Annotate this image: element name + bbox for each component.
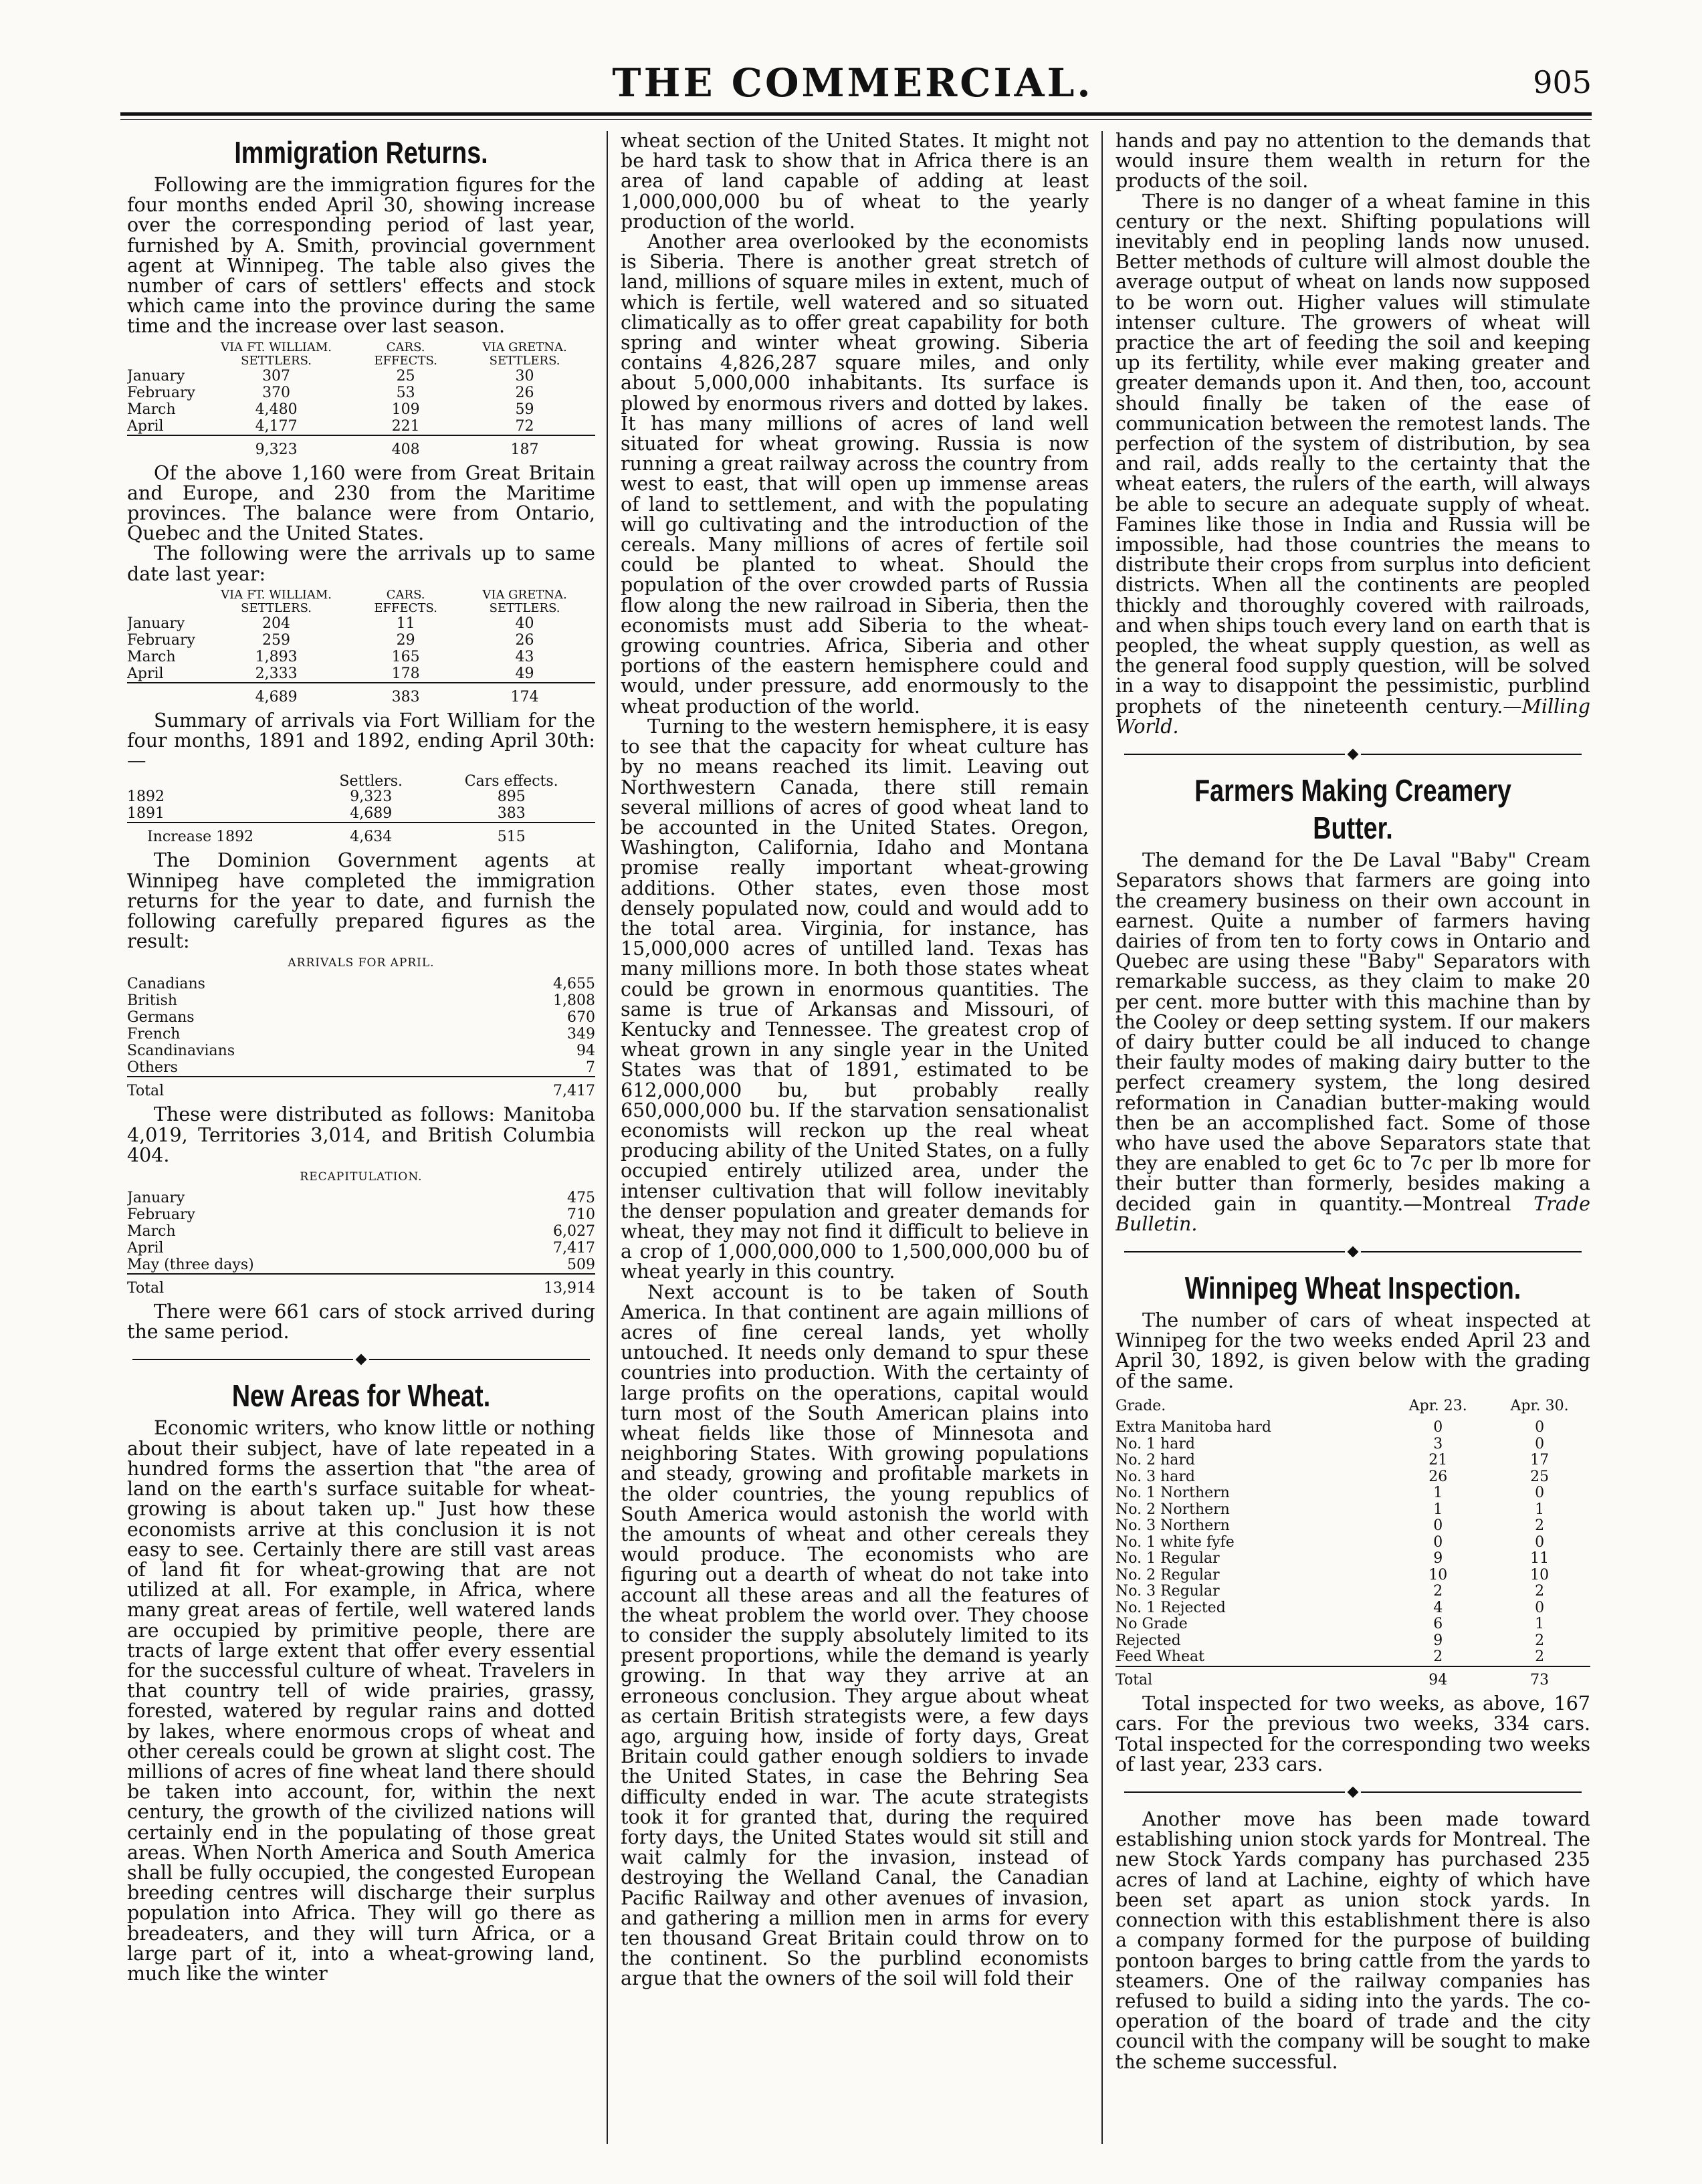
paragraph: The following were the arrivals up to same date last year: (127, 542, 595, 585)
paragraph: hands and pay no attention to the demands that would insure them wealth in return for the products of the soil. (1115, 131, 1590, 193)
section-ornament (1115, 1238, 1590, 1265)
section-ornament (127, 1346, 595, 1373)
column-1 (127, 131, 595, 2151)
column-header: VIA FT. WILLIAM. SETTLERS. (221, 340, 332, 368)
summary-table (127, 775, 595, 845)
table-row: No. 1 Regular 9 11 (1115, 1550, 1550, 1567)
column-3 (1115, 131, 1590, 2151)
table-total-row: 4,689 383 174 (255, 688, 539, 705)
table-row: April 2,333 178 49 (127, 665, 595, 683)
column-header: Apr. 23. (1408, 1397, 1467, 1414)
table-row: April 7,417 (127, 1240, 595, 1257)
table-row: March 4,480 109 59 (127, 401, 534, 418)
table-total-row: Increase 1892 4,634 515 (147, 829, 526, 846)
arrivals-april-table (127, 976, 595, 1099)
table-total-row: 9,323 408 187 (255, 441, 539, 458)
newspaper-title: THE COMMERCIAL. (612, 60, 1093, 106)
source-credit: Milling World. (1115, 695, 1590, 738)
paragraph: There were 661 cars of stock arrived during the same period. (127, 1301, 595, 1343)
table-row: March 6,027 (127, 1223, 595, 1240)
table-row: Feed Wheat 2 2 (1115, 1649, 1590, 1666)
headline-winnipeg-wheat-inspection: Winnipeg Wheat Inspection. (1184, 1270, 1521, 1305)
headline-immigration-returns: Immigration Returns. (234, 135, 488, 170)
paragraph: Following are the immigration figures for the four months ended April 30, showing increase over the corresponding period of last year, furnished by A. Smith, provincial government agent at Winnipeg. The table also gives the number of cars of settlers' effects and stock which came into the province during the same time and the increase over last season. (127, 174, 595, 338)
masthead (114, 53, 1592, 120)
recapitulation-table (127, 1190, 595, 1297)
paragraph: Another area overlooked by the economists is Siberia. There is another great stretch of land, millions of square miles in extent, much of which is fertile, well watered and so situated climatically as to offer great capability for both spring and winter wheat growing. Siberia contains 4,826,287 square miles, and only about 5,000,000 inhabitants. Its surface is plowed by enormous rivers and dotted by lakes. It has many millions of acres of land well situated for wheat growing. Russia is now running a great railway across the country from west to east, that will open up immense areas of land to settlement, and with the populating will go cultivating and the introduction of the cereals. Many millions of acres of fertile soil could be planted to wheat. Should the population of the over crowded parts of Russia flow along the new railroad in Siberia, then the economists must add Siberia to the wheat-growing countries. Africa, Siberia and other portions of the eastern hemisphere could and would, under pressure, add enormously to the wheat production of the world. (621, 231, 1089, 718)
table-row: No. 2 Regular 10 10 (1115, 1566, 1550, 1584)
column-header: CARS. EFFECTS. (374, 587, 437, 615)
column-2 (621, 131, 1089, 2151)
table-row: French 349 (127, 1026, 595, 1043)
table-total-row: Total 13,914 (127, 1280, 595, 1297)
table-row: No. 3 hard 26 25 (1115, 1468, 1550, 1485)
column-divider (607, 131, 608, 2144)
paragraph: Turning to the western hemisphere, it is easy to see that the capacity for wheat culture has by no means reached its limit. Leaving out Northwestern Canada, there still remain several millions of acres of good wheat land to be accounted in the United States. Oregon, Washington, California, Idaho and Montana promise really important wheat-growing additions. Other states, even those most densely populated now, could and would add to the total area. Virginia, for instance, has 15,000,000 acres of untilled land. Texas has many millions more. In both those states wheat could be grown in enormous quantities. The same is true of Arkansas and Missouri, of Kentucky and Tennessee. The greatest crop of wheat grown in any single year in the United States was that of 1891, estimated to be 612,000,000 bu, but probably really 650,000,000 bu. If the starvation sensationalist economists will reckon up the real wheat producing ability of the United States, on a fully occupied entirely utilized area, under the intenser cultivation that will follow inevitably the denser population and greater demands for wheat, they may not find it difficult to believe in a crop of 1,000,000,000 to 1,500,000,000 bu of wheat yearly in this country. (621, 715, 1089, 1283)
paragraph: The number of cars of wheat inspected at Winnipeg for the two weeks ended April 23 and April 30, 1892, is given below with the grading of the same. (1115, 1309, 1590, 1392)
table-caption: RECAPITULATION. (300, 1170, 423, 1184)
table-caption: ARRIVALS FOR APRIL. (288, 956, 435, 970)
paragraph: Summary of arrivals via Fort William for the four months, 1891 and 1892, ending April 30th:— (127, 709, 595, 772)
table-row: No. 3 Northern 0 2 (1115, 1517, 1545, 1535)
section-ornament (1115, 1779, 1590, 1806)
paragraph: The demand for the De Laval "Baby" Cream Separators shows that farmers are going into the creamery business on their own account in earnest. Quite a number of farmers having dairies of from ten to forty cows in Ontario and Quebec are using these "Baby" Separators with remarkable success, as they claim to make 20 per cent. more butter with this machine than by the Cooley or deep setting system. If our makers of dairy butter could be all induced to change their faulty modes of making dairy butter to the perfect creamery system, the long desired reformation in Canadian butter-making would then be an accomplished fact. Some of those who have used the above Separators state that they are enabled to get 6c to 7c per lb more for their butter than formerly, besides making a decided gain in quantity.—Montreal Trade Bulletin. (1115, 849, 1590, 1235)
table-row: Rejected 9 2 (1115, 1632, 1545, 1649)
table-row: No. 2 Northern 1 1 (1115, 1501, 1545, 1518)
table-row: British 1,808 (127, 992, 595, 1010)
column-header: VIA FT. WILLIAM. SETTLERS. (221, 587, 332, 615)
table-row: Scandinavians 94 (127, 1043, 595, 1060)
table-row: No. 1 Northern 1 0 (1115, 1485, 1545, 1502)
section-ornament (1115, 741, 1590, 768)
paragraph: Of the above 1,160 were from Great Britain and Europe, and 230 from the Maritime provinces. The balance were from Ontario, Quebec and the United States. (127, 461, 595, 545)
paragraph: Total inspected for two weeks, as above, 167 cars. For the previous two weeks, 334 cars. Total inspected for the corresponding two weeks of last year, 233 cars. (1115, 1692, 1590, 1775)
table-row: May (three days) 509 (127, 1257, 595, 1274)
table-row: No. 3 Regular 2 2 (1115, 1583, 1545, 1600)
table-row: No. 1 Rejected 4 0 (1115, 1599, 1545, 1616)
table-row: January 307 25 30 (127, 367, 534, 385)
headline-new-areas-for-wheat: New Areas for Wheat. (231, 1378, 491, 1414)
table-row: Germans 670 (127, 1009, 595, 1026)
table-row: No. 2 hard 21 17 (1115, 1452, 1550, 1469)
table-row: February 370 53 26 (127, 384, 534, 401)
table-row: February 710 (127, 1206, 595, 1224)
table-row: 1892 9,323 895 (127, 788, 526, 806)
paragraph: Economic writers, who know little or nothing about their subject, have of late repeated in a hundred forms the assertion that "the area of land on the earth's surface suitable for wheat-growing is about taken up." Just how these economists arrive at this conclusion it is not easy to see. Certainly there are still vast areas of land fit for wheat-growing that are not utilized at all. For example, in Africa, where many great areas of fertile, well watered lands are occupied by primitive people, there are tracts of large extent that offer every essential for the successful culture of wheat. Travelers in that country tell of wide prairies, grassy, forested, watered by regular rains and dotted by lakes, where enormous crops of wheat and other cereals could be grown at slight cost. The millions of acres of fine wheat land there should be taken into account, for, within the next century, the growth of the civilized nations will certainly end in the populating of those great areas. When North America and South America shall be fully occupied, the congested European breeding centres will discharge their surplus population into Africa. They will go there as breadeaters, and they will turn Africa, or a large part of it, into a wheat-growing land, much like the winter (127, 1417, 595, 1985)
table-row: No. 1 hard 3 0 (1115, 1435, 1545, 1452)
table-row: No Grade 6 1 (1115, 1616, 1545, 1633)
column-header: Grade. (1115, 1397, 1166, 1414)
page-number: 905 (1533, 64, 1592, 100)
immigration-table-1891 (127, 588, 595, 705)
column-divider (1101, 131, 1103, 2144)
table-row: April 4,177 221 72 (127, 418, 595, 435)
header-rule (120, 112, 1592, 116)
column-header: CARS. EFFECTS. (374, 340, 437, 368)
table-row: January 475 (127, 1190, 595, 1207)
column-header: Settlers. (339, 773, 403, 790)
column-header: VIA GRETNA. SETTLERS. (482, 340, 567, 368)
column-header: Cars effects. (464, 773, 558, 790)
table-row: Canadians 4,655 (127, 976, 595, 993)
immigration-table-1892 (127, 341, 595, 458)
table-total-row: Total 94 73 (1115, 1671, 1550, 1688)
table-row: No. 1 white fyfe 0 0 (1115, 1533, 1545, 1551)
table-row: 1891 4,689 383 (127, 805, 595, 823)
table-row: Others 7 (127, 1059, 595, 1077)
column-header: VIA GRETNA. SETTLERS. (482, 587, 567, 615)
table-row: Extra Manitoba hard 0 0 (1115, 1419, 1545, 1436)
table-row: March 1,893 165 43 (127, 648, 534, 665)
paragraph: The Dominion Government agents at Winnipeg have completed the immigration returns for the year to date, and furnish the following carefully prepared figures as the result: (127, 849, 595, 953)
table-row: January 204 11 40 (127, 615, 534, 632)
wheat-grade-table (1115, 1398, 1590, 1689)
headline-farmers-making-creamery-butter: Farmers Making Creamery Butter. (1194, 773, 1511, 846)
table-row: February 259 29 26 (127, 631, 534, 649)
header-rule-thin (120, 119, 1592, 120)
paragraph: wheat section of the United States. It might not be hard task to show that in Africa there is an area of land capable of adding at least 1,000,000,000 bu of wheat to the yearly production of the world. (621, 131, 1089, 233)
paragraph: Next account is to be taken of South America. In that continent are again millions of acres of fine cereal lands, yet wholly untouched. It needs only demand to spur these countries into production. With the certainty of large profits on the operations, capital would turn most of the South American plains into wheat fields like those of Minnesota and neighboring States. With growing populations and steady, growing and profitable markets in the older countries, the young republics of South America would astonish the world with the amounts of wheat and other cereals they would produce. The economists who are figuring out a dearth of wheat do not take into account all these areas and all the features of the wheat problem the world over. They choose to consider the supply absolutely limited to its present proportions, while the demand is yearly growing. In that way they arrive at an erroneous conclusion. They argue about wheat as certain British strategists were, a few days ago, arguing how, inside of forty days, Great Britain could gather enough soldiers to invade the United States, in case the Behring Sea difficulty ended in war. The acute strategists took it for granted that, during the required forty days, the United States would sit still and wait calmly for the invasion, instead of destroying the Welland Canal, the Canadian Pacific Railway and other avenues of invasion, and gathering a million men in arms for every ten thousand Great Britain could throw on to the continent. So the purblind economists argue that the owners of the soil will fold their (621, 1281, 1089, 1990)
paragraph: There is no danger of a wheat famine in this century or the next. Shifting populations will inevitably end in peopling lands now unused. Better methods of culture will almost double the average output of wheat on lands now supposed to be worn out. Higher values will stimulate intenser culture. The growers of wheat will practice the art of feeding the soil and keeping up its fertility, while ever making greater and greater demands upon it. And then, too, account should finally be taken of the ease of communication between the remotest lands. The perfection of the system of distribution, by sea and rail, adds really to the certainty that the wheat eaters, the rulers of the earth, will always be able to secure an adequate supply of wheat. Famines like those in India and Russia will be impossible, had those countries the means to distribute their crops from surplus into deficient districts. When all the continents are peopled thickly and thoroughly covered with railroads, and when ships touch every land on earth that is peopled, the wheat supply question, as well as the general food supply question, will be solved in a way to disappoint the pessimistic, purblind prophets of the nineteenth century.—Milling World. (1115, 190, 1590, 738)
source-credit: Trade Bulletin. (1115, 1192, 1590, 1235)
table-total-row: Total 7,417 (127, 1083, 595, 1100)
paragraph: These were distributed as follows: Manitoba 4,019, Territories 3,014, and British Columbia 404. (127, 1103, 595, 1166)
paragraph: Another move has been made toward establishing union stock yards for Montreal. The new Stock Yards company has purchased 235 acres of land at Lachine, eighty of which have been set apart as union stock yards. In connection with this establishment there is also a company formed for the purpose of building pontoon barges to bring cattle from the yards to steamers. One of the railway companies has refused to build a siding into the yards. The co-operation of the board of trade and the city council with the company will be sought to make the scheme successful. (1115, 1808, 1590, 2073)
column-header: Apr. 30. (1510, 1397, 1569, 1414)
